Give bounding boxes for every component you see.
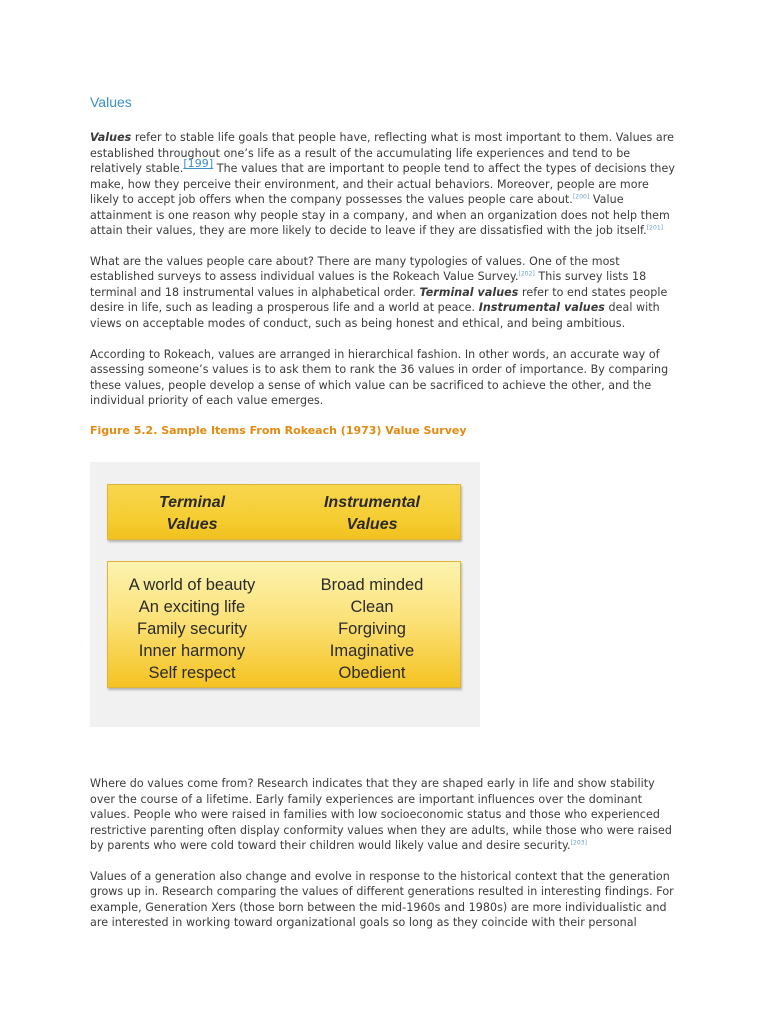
citation-199-link[interactable]: [199] xyxy=(183,157,214,171)
terminal-header-line-2: Values xyxy=(166,516,218,533)
instrumental-item: Imaginative xyxy=(329,642,415,660)
paragraph-1-text-a: refer to stable life goals that people have, reflecting what is most important to them. Values are established throughout one’s life as a result of the accumulating life experiences and tend to be relatively stable. xyxy=(90,131,675,175)
paragraph-3: According to Rokeach, values are arranged in hierarchical fashion. In other words, an accurate way of assessing someone’s values is to ask them to rank the 36 values in order of importance. By comparing these values, people develop a sense of which value can be sacrificed to achieve the other, and the individual priority of each value emerges. xyxy=(90,347,669,407)
paragraph-2-text-b: This survey lists 18 terminal and 18 instrumental values in alphabetical order. xyxy=(90,270,647,299)
terminal-item: Inner harmony xyxy=(138,642,246,660)
paragraph-2-text-a: What are the values people care about? There are many typologies of values. One of the most established surveys to assess individual values is the Rokeach Value Survey. xyxy=(90,254,620,283)
figure-caption: Figure 5.2. Sample Items From Rokeach (1973) Value Survey xyxy=(90,423,467,437)
figure-items-box xyxy=(107,561,461,688)
section-heading: Values xyxy=(90,94,132,110)
term-instrumental-values: Instrumental values xyxy=(478,301,605,314)
paragraph-1 xyxy=(90,130,680,239)
term-values: Values xyxy=(90,131,132,144)
instrumental-item: Clean xyxy=(350,598,394,616)
instrumental-header-line-1: Instrumental xyxy=(323,494,420,511)
terminal-item: Family security xyxy=(136,620,247,638)
terminal-values-header xyxy=(108,492,276,536)
instrumental-header-line-2: Values xyxy=(346,516,398,533)
term-terminal-values: Terminal values xyxy=(419,285,519,299)
paragraph-4 xyxy=(90,776,680,854)
instrumental-item: Obedient xyxy=(338,664,406,682)
article-body xyxy=(90,93,680,929)
terminal-item: An exciting life xyxy=(138,598,246,616)
paragraph-4-text: Where do values come from? Research indicates that they are shaped early in life and show stability over the course of a lifetime. Early family experiences are important influences over the dominant values. People who were raised in families with low socioeconomic status and those who experienced restrictive parenting often display conformity values when they are adults, while those who were raised by parents who were cold toward their children would likely value and desire security. xyxy=(90,777,673,852)
terminal-item: A world of beauty xyxy=(128,576,256,594)
citation-201[interactable]: [201] xyxy=(646,224,664,232)
lower-text xyxy=(90,776,680,946)
paragraph-2-text-d: deal with views on acceptable modes of conduct, such as being honest and ethical, and being ambitious. xyxy=(90,301,660,330)
paragraph-2 xyxy=(90,254,680,332)
citation-202[interactable]: [202] xyxy=(518,270,535,278)
instrumental-item: Forgiving xyxy=(338,620,406,638)
terminal-item: Self respect xyxy=(148,664,236,682)
terminal-header-line-1: Terminal xyxy=(158,494,226,511)
instrumental-values-list xyxy=(284,574,460,684)
paragraph-1-text-b: The values that are important to people tend to affect the types of decisions they make, how they perceive their environment, and their actual behaviors. Moreover, people are more likely to accept job offers when the company possesses the values people care about. xyxy=(90,162,675,206)
paragraph-5: Values of a generation also change and evolve in response to the historical context that the generation grows up in. Research comparing the values of different generations resulted in interesting findings. For example, Generation Xers (those born between the mid-1960s and 1980s) are more individualistic and are interested in working toward organizational goals so long as they coincide with their personal xyxy=(90,869,674,929)
citation-203[interactable]: [203] xyxy=(570,839,587,847)
instrumental-item: Broad minded xyxy=(320,576,424,594)
value-survey-figure xyxy=(90,462,480,727)
figure-header-box xyxy=(107,484,461,540)
instrumental-values-header xyxy=(284,492,460,536)
citation-200[interactable]: [200] xyxy=(572,193,590,201)
paragraph-1-text-c: Value attainment is one reason why people stay in a company, and when an organization does not help them attain their values, they are more likely to decide to leave if they are dissatisfied with the job itself. xyxy=(90,193,670,237)
citation-199[interactable] xyxy=(183,157,214,171)
terminal-values-list xyxy=(108,574,276,684)
paragraph-2-text-c: refer to end states people desire in life, such as leading a prosperous life and a world at peace. xyxy=(90,285,668,314)
